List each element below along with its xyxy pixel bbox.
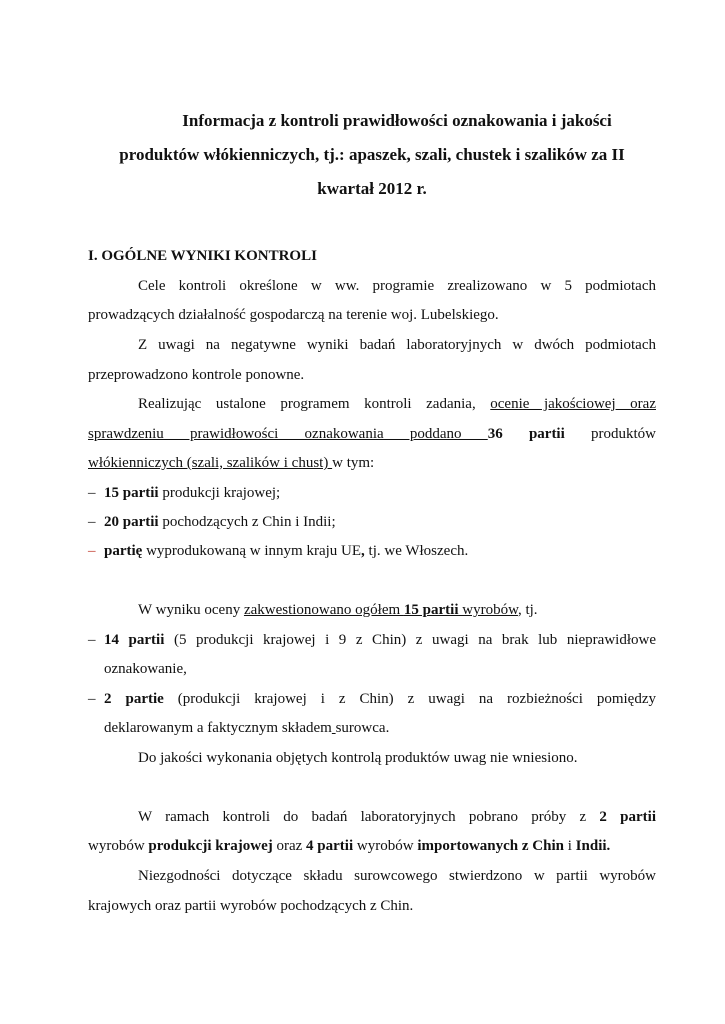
p3-text: Realizując ustalone programem kontroli zadania,: [138, 396, 491, 412]
p6-bold: Indii.: [575, 838, 611, 854]
item-bold: 15 partii: [104, 485, 159, 501]
paragraph-5: Do jakości wykonania objętych kontrolą produktów uwag nie wniesiono.: [138, 750, 578, 766]
p4-underlined-text: zakwestionowano ogółem: [243, 602, 404, 618]
list-item: [88, 512, 656, 532]
list-item-continuation: [104, 718, 656, 738]
p6-text: W ramach kontroli do badań laboratoryjnych pobrano próby z: [138, 809, 600, 825]
item-text: wyprodukowaną w innym kraju UE: [142, 543, 362, 559]
p3-text-2: produktów: [564, 426, 656, 442]
list-item: [88, 541, 656, 561]
paragraph-6-line-2: [88, 836, 656, 856]
document-title: [88, 104, 656, 206]
title-line-1: Informacja z kontroli prawidłowości oznakowania i jakości: [182, 111, 612, 130]
item-text-2: surowca.: [335, 720, 390, 736]
list-item: [88, 483, 656, 503]
paragraph-2-line-2: przeprowadzono kontrole ponowne.: [88, 367, 305, 383]
list-item-continuation: oznakowanie,: [104, 661, 187, 677]
paragraph-4: [88, 600, 656, 620]
p6-text: oraz: [272, 838, 307, 854]
item-text: (5 produkcji krajowej i 9 z Chin) z uwagi na brak lub nieprawidłowe: [164, 632, 656, 648]
dash-bullet: –: [88, 543, 96, 559]
dash-bullet: –: [88, 514, 96, 530]
p6-bold: importowanych z Chin: [417, 838, 564, 854]
item-text: produkcji krajowej;: [158, 485, 281, 501]
dash-bullet: –: [88, 691, 96, 707]
dash-bullet: –: [88, 632, 96, 648]
p6-text: i: [564, 838, 576, 854]
dash-bullet: –: [88, 485, 96, 501]
p6-bold: produkcji krajowej: [148, 838, 273, 854]
item-text: deklarowanym a faktycznym składem: [104, 720, 332, 736]
p6-text: wyrobów: [88, 838, 149, 854]
p3-underlined-3: włókienniczych (szali, szalików i chust): [88, 455, 333, 471]
p3-text-3: w tym:: [332, 455, 375, 471]
paragraph-7-line-2: krajowych oraz partii wyrobów pochodzących z Chin.: [88, 898, 414, 914]
item-text-2: tj. we Włoszech.: [364, 543, 469, 559]
list-item: [88, 630, 656, 650]
p4-bold-count: 15 partii: [403, 602, 459, 618]
paragraph-3-line-1: [88, 394, 656, 414]
item-comma: ,: [361, 543, 365, 559]
item-bold: 2 partie: [104, 691, 164, 707]
section-heading: I. OGÓLNE WYNIKI KONTROLI: [88, 248, 317, 264]
item-bold: 20 partii: [104, 514, 159, 530]
paragraph-1-line-1: Cele kontroli określone w ww. programie zrealizowano w 5 podmiotach: [138, 278, 656, 294]
item-bold: partię: [104, 543, 143, 559]
paragraph-1-line-2: prowadzących działalność gospodarczą na terenie woj. Lubelskiego.: [88, 307, 499, 323]
p3-bold-count: 36 partii: [487, 426, 565, 442]
title-line-3: kwartał 2012 r.: [317, 179, 427, 198]
p6-bold: 4 partii: [306, 838, 354, 854]
p4-text-2: , tj.: [517, 602, 538, 618]
item-bold: 14 partii: [104, 632, 165, 648]
p3-underlined: ocenie jakościowej oraz: [490, 396, 656, 412]
paragraph-3-line-2: [88, 424, 656, 444]
p6-text: wyrobów: [353, 838, 418, 854]
p4-text: W wyniku oceny: [138, 602, 244, 618]
paragraph-3-line-3: [88, 453, 656, 473]
list-item: [88, 689, 656, 709]
item-text: pochodzących z Chin i Indii;: [158, 514, 336, 530]
p3-underlined-2: sprawdzeniu prawidłowości oznakowania poddano: [88, 426, 488, 442]
p4-underlined: [244, 602, 518, 618]
item-text: (produkcji krajowej i z Chin) z uwagi na rozbieżności pomiędzy: [163, 691, 656, 707]
paragraph-7-line-1: Niezgodności dotyczące składu surowcowego stwierdzono w partii wyrobów: [138, 868, 656, 884]
p6-bold: 2 partii: [599, 809, 656, 825]
title-line-2: produktów włókienniczych, tj.: apaszek, szali, chustek i szalików za II: [119, 145, 625, 164]
p4-underlined-text-2: wyrobów: [458, 602, 518, 618]
paragraph-2-line-1: Z uwagi na negatywne wyniki badań laboratoryjnych w dwóch podmiotach: [138, 337, 656, 353]
paragraph-6-line-1: [88, 807, 656, 827]
